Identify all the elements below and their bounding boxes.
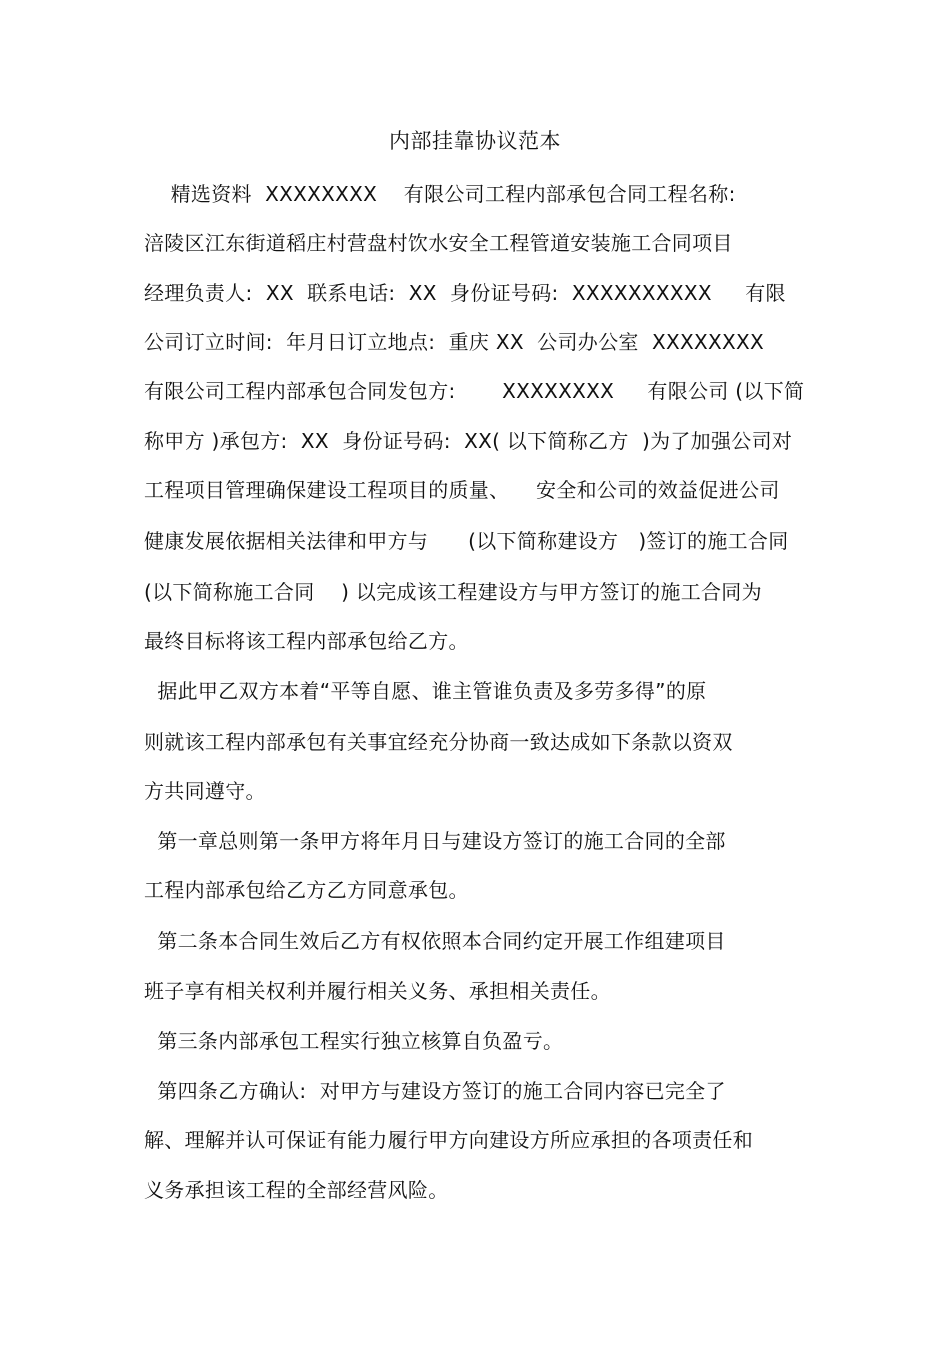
text-line: 涪陵区江东街道稻庄村营盘村饮水安全工程管道安装施工合同项目 <box>144 231 733 255</box>
text-line: 据此甲乙双方本着“平等自愿、谁主管谁负责及多劳多得”的原 <box>144 679 707 703</box>
document-title: 内部挂靠协议范本 <box>389 129 561 153</box>
text-line: 第三条内部承包工程实行独立核算自负盈亏。 <box>144 1029 564 1053</box>
text-line: 有限公司工程内部承包合同发包方: XXXXXXXX 有限公司 (以下简 <box>144 379 805 403</box>
text-line: 第二条本合同生效后乙方有权依照本合同约定开展工作组建项目 <box>144 929 726 953</box>
text-line: 公司订立时间: 年月日订立地点: 重庆 XX 公司办公室 XXXXXXXX <box>144 330 765 354</box>
text-line: 经理负责人: XX 联系电话: XX 身份证号码: XXXXXXXXXX 有限 <box>144 281 786 305</box>
text-line: 最终目标将该工程内部承包给乙方。 <box>144 629 469 653</box>
text-line: 精选资料 XXXXXXXX 有限公司工程内部承包合同工程名称: <box>144 182 736 206</box>
text-line: 班子享有相关权利并履行相关义务、承担相关责任。 <box>144 979 611 1003</box>
text-line: 则就该工程内部承包有关事宜经充分协商一致达成如下条款以资双 <box>144 730 733 754</box>
text-line: 称甲方 )承包方: XX 身份证号码: XX( 以下简称乙方 )为了加强公司对 <box>144 429 793 453</box>
text-line: (以下简称施工合同 ) 以完成该工程建设方与甲方签订的施工合同为 <box>144 580 762 604</box>
text-line: 第一章总则第一条甲方将年月日与建设方签订的施工合同的全部 <box>144 829 726 853</box>
text-line: 工程项目管理确保建设工程项目的质量、 安全和公司的效益促进公司 <box>144 478 780 502</box>
text-line: 义务承担该工程的全部经营风险。 <box>144 1178 449 1202</box>
text-line: 方共同遵守。 <box>144 779 266 803</box>
text-line: 解、理解并认可保证有能力履行甲方向建设方所应承担的各项责任和 <box>144 1128 753 1152</box>
text-line: 健康发展依据相关法律和甲方与 (以下简称建设方 )签订的施工合同 <box>144 529 789 553</box>
text-line: 工程内部承包给乙方乙方同意承包。 <box>144 878 469 902</box>
text-line: 第四条乙方确认: 对甲方与建设方签订的施工合同内容已完全了 <box>144 1079 726 1103</box>
